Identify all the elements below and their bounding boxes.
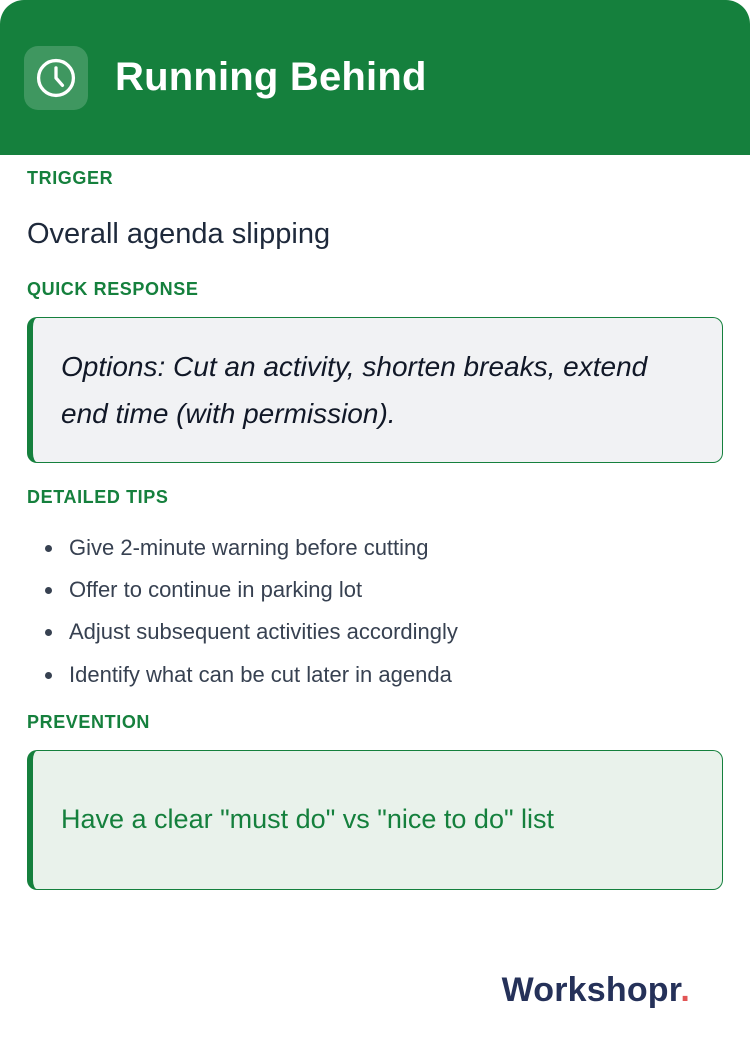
tips-list	[27, 532, 723, 690]
card-header	[0, 0, 750, 155]
brand-name: Workshopr	[501, 971, 681, 1009]
brand-dot: .	[680, 971, 690, 1009]
section-label-quick-response: QUICK RESPONSE	[27, 278, 199, 299]
prevention-text: Have a clear "must do" vs "nice to do" list	[61, 804, 555, 835]
tip-item: • Identify what can be cut later in agenda	[65, 659, 723, 690]
clock-icon	[34, 56, 78, 100]
quick-response-callout	[27, 317, 723, 463]
card-content	[0, 169, 750, 890]
section-label-trigger: TRIGGER	[27, 168, 114, 188]
clock-icon-badge	[24, 46, 88, 110]
section-label-detailed-tips: DETAILED TIPS	[27, 486, 169, 507]
section-label-prevention: PREVENTION	[27, 711, 151, 732]
brand-logo	[502, 971, 690, 1010]
tip-item: • Offer to continue in parking lot	[65, 574, 723, 605]
tip-item: • Adjust subsequent activities accordingly	[65, 616, 723, 647]
page-title: Running Behind	[115, 55, 427, 99]
quick-response-text: Options: Cut an activity, shorten breaks, extend end time (with permission).	[61, 350, 648, 429]
trigger-text: Overall agenda slipping	[27, 218, 331, 250]
tip-item: • Give 2-minute warning before cutting	[65, 532, 723, 563]
prevention-callout	[27, 750, 723, 890]
